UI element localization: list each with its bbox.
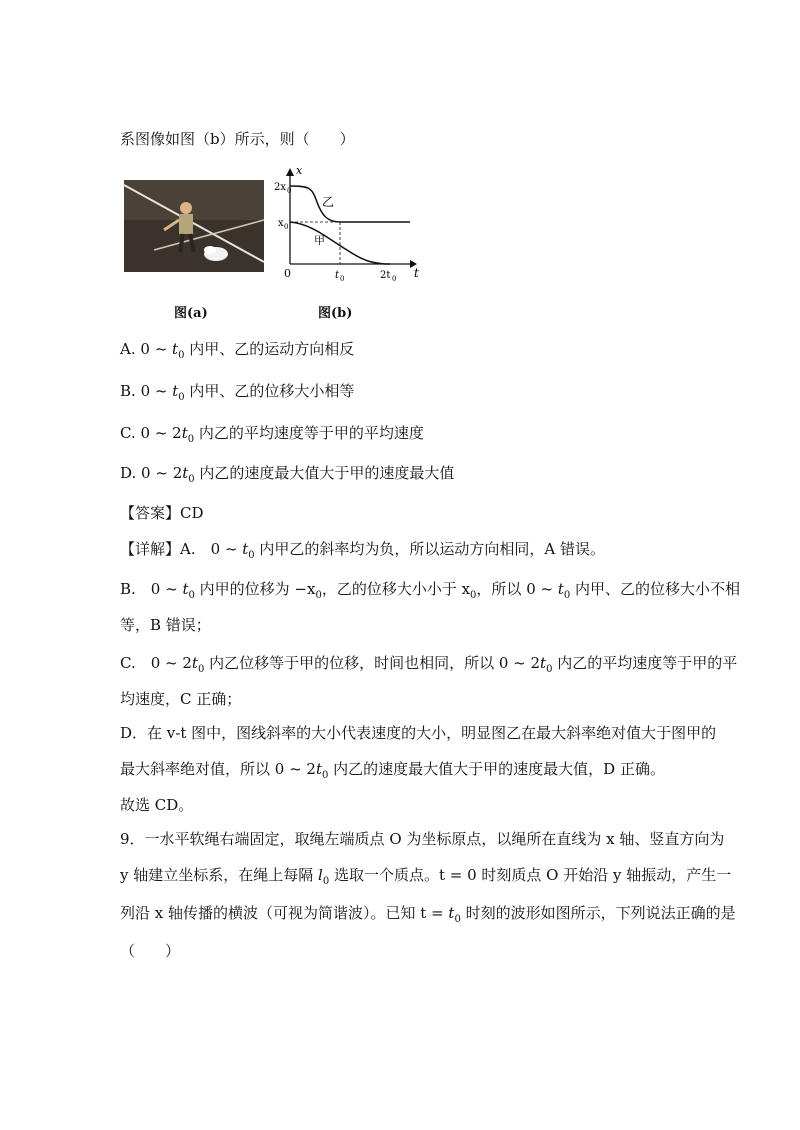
- curve-yi-label: 乙: [322, 195, 335, 209]
- tick-2x0-sub: 0: [287, 187, 292, 195]
- explanation-a: 【详解】A. 0 ~ $t_0$ 内甲乙的斜率均为负，所以运动方向相同，A 错误。: [120, 540, 606, 561]
- explanation-b-2: 等，B 错误；: [120, 616, 211, 634]
- question9-line1: 9．一水平软绳右端固定，取绳左端质点 O 为坐标原点，以绳所在直线为 x 轴、竖直方向为: [120, 830, 725, 848]
- question-stem-continuation: 系图像如图（b）所示，则（ ）: [120, 130, 355, 148]
- figure-a-caption: 图(a): [174, 306, 208, 321]
- explanation-conclusion: 故选 CD。: [120, 796, 194, 814]
- curve-jia-label: 甲: [314, 234, 325, 247]
- t-axis-label: t: [414, 266, 419, 280]
- tick-t0-sub: 0: [340, 275, 345, 283]
- option-a: A. 0 ~ $t_0$ 内甲、乙的运动方向相反: [120, 340, 355, 361]
- tightrope-walker-image: [124, 180, 264, 272]
- option-d: D. 0 ~ $2t_0$ 内乙的速度最大值大于甲的速度最大值: [120, 464, 455, 485]
- tick-2t0-sub: 0: [392, 275, 397, 283]
- x-axis-label: x: [296, 164, 303, 177]
- question9-line3: 列沿 x 轴传播的横波（可视为简谐波）。已知 $t = t_0$ 时刻的波形如图所示，下列说法正确的是: [120, 904, 736, 925]
- origin-label: 0: [284, 267, 291, 280]
- tightrope-photo: [124, 180, 264, 272]
- tick-x0: x: [278, 218, 284, 229]
- explanation-b-1: B. 0 ~ $t_0$ 内甲的位移为 $-x_0$，乙的位移大小小于 $x_0$，所以 0 ~ $t_0$ 内甲、乙的位移大小不相: [120, 580, 741, 601]
- explanation-d-1: D．在 v-t 图中，图线斜率的大小代表速度的大小，明显图乙在最大斜率绝对值大于图甲的: [120, 724, 717, 742]
- x-axis-arrow: [286, 168, 294, 176]
- tick-2x0: 2x: [274, 182, 287, 193]
- question9-line2: y 轴建立坐标系，在绳上每隔 $l_0$ 选取一个质点。t = 0 时刻质点 O 开始沿 y 轴振动，产生一: [120, 866, 732, 887]
- x-t-graph: [272, 164, 422, 284]
- curve-yi: [290, 186, 410, 222]
- option-b: B. 0 ~ $t_0$ 内甲、乙的位移大小相等: [120, 382, 355, 403]
- explanation-c-1: C. 0 ~ $2t_0$ 内乙位移等于甲的位移，时间也相同，所以 0 ~ $2t_0$ 内乙的平均速度等于甲的平: [120, 654, 738, 675]
- question9-line4: （ ）: [120, 942, 181, 960]
- explanation-d-2: 最大斜率绝对值，所以 0 ~ $2t_0$ 内乙的速度最大值大于甲的速度最大值，D 正确。: [120, 760, 665, 781]
- tick-2t0: 2t: [380, 270, 391, 281]
- tick-t0: t: [335, 270, 340, 281]
- tick-x0-sub: 0: [284, 223, 289, 231]
- answer: 【答案】CD: [120, 504, 204, 522]
- option-c: C. 0 ~ $2t_0$ 内乙的平均速度等于甲的平均速度: [120, 424, 424, 445]
- x-t-graph-svg: [272, 164, 422, 284]
- figure-b-caption: 图(b): [318, 306, 353, 321]
- explanation-c-2: 均速度，C 正确；: [120, 690, 242, 708]
